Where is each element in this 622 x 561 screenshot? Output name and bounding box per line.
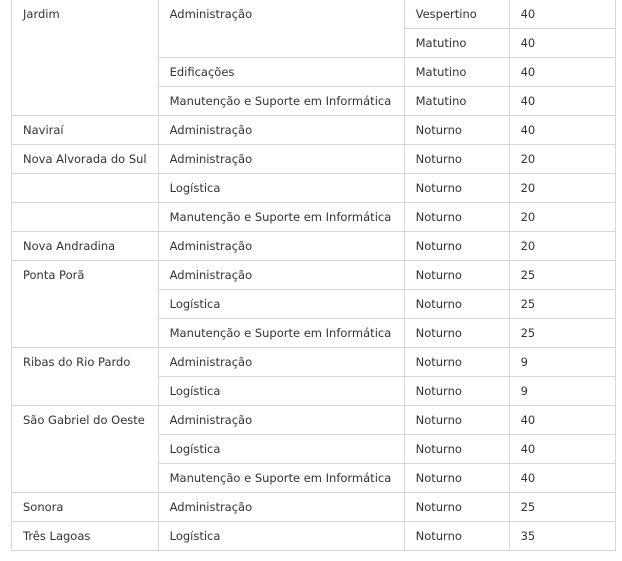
city-cell: Nova Alvorada do Sul <box>12 145 159 174</box>
seats-cell: 40 <box>509 464 615 493</box>
table-row <box>12 493 616 522</box>
table-row <box>12 406 616 435</box>
table-row <box>12 174 616 203</box>
seats-cell: 9 <box>509 348 615 377</box>
course-cell: Administração <box>158 261 404 290</box>
table-row <box>12 145 616 174</box>
seats-cell: 35 <box>509 522 615 551</box>
seats-cell: 40 <box>509 29 615 58</box>
seats-cell: 40 <box>509 116 615 145</box>
shift-cell: Noturno <box>404 348 509 377</box>
shift-cell: Noturno <box>404 261 509 290</box>
city-cell <box>12 203 159 232</box>
course-cell: Administração <box>158 493 404 522</box>
courses-table-body <box>12 0 616 551</box>
shift-cell: Matutino <box>404 58 509 87</box>
course-cell: Administração <box>158 232 404 261</box>
shift-cell: Noturno <box>404 203 509 232</box>
course-cell: Edificações <box>158 58 404 87</box>
city-cell: Sonora <box>12 493 159 522</box>
seats-cell: 25 <box>509 319 615 348</box>
shift-cell: Matutino <box>404 29 509 58</box>
table-row <box>12 0 616 29</box>
shift-cell: Noturno <box>404 145 509 174</box>
course-cell: Manutenção e Suporte em Informática <box>158 464 404 493</box>
table-row <box>12 116 616 145</box>
seats-cell: 40 <box>509 58 615 87</box>
shift-cell: Vespertino <box>404 0 509 29</box>
seats-cell: 25 <box>509 493 615 522</box>
course-cell: Logística <box>158 435 404 464</box>
courses-table <box>11 0 616 551</box>
city-cell: Ribas do Rio Pardo <box>12 348 159 406</box>
shift-cell: Matutino <box>404 87 509 116</box>
course-cell: Logística <box>158 290 404 319</box>
course-cell: Administração <box>158 348 404 377</box>
course-cell: Administração <box>158 116 404 145</box>
seats-cell: 9 <box>509 377 615 406</box>
course-cell: Manutenção e Suporte em Informática <box>158 203 404 232</box>
course-cell: Manutenção e Suporte em Informática <box>158 319 404 348</box>
shift-cell: Noturno <box>404 290 509 319</box>
shift-cell: Noturno <box>404 174 509 203</box>
seats-cell: 40 <box>509 87 615 116</box>
shift-cell: Noturno <box>404 116 509 145</box>
shift-cell: Noturno <box>404 377 509 406</box>
seats-cell: 25 <box>509 261 615 290</box>
seats-cell: 40 <box>509 406 615 435</box>
shift-cell: Noturno <box>404 406 509 435</box>
shift-cell: Noturno <box>404 522 509 551</box>
seats-cell: 25 <box>509 290 615 319</box>
seats-cell: 20 <box>509 145 615 174</box>
seats-cell: 20 <box>509 232 615 261</box>
shift-cell: Noturno <box>404 435 509 464</box>
city-cell: Naviraí <box>12 116 159 145</box>
course-cell: Logística <box>158 174 404 203</box>
city-cell: Nova Andradina <box>12 232 159 261</box>
city-cell: Ponta Porã <box>12 261 159 348</box>
table-row <box>12 348 616 377</box>
table-row <box>12 203 616 232</box>
seats-cell: 40 <box>509 0 615 29</box>
course-cell: Administração <box>158 145 404 174</box>
seats-cell: 20 <box>509 203 615 232</box>
city-cell: Jardim <box>12 0 159 116</box>
table-row <box>12 522 616 551</box>
shift-cell: Noturno <box>404 232 509 261</box>
shift-cell: Noturno <box>404 319 509 348</box>
course-cell: Administração <box>158 406 404 435</box>
city-cell: Três Lagoas <box>12 522 159 551</box>
city-cell <box>12 174 159 203</box>
course-cell: Logística <box>158 522 404 551</box>
course-cell: Administração <box>158 0 404 58</box>
table-row <box>12 232 616 261</box>
table-row <box>12 261 616 290</box>
seats-cell: 40 <box>509 435 615 464</box>
course-cell: Manutenção e Suporte em Informática <box>158 87 404 116</box>
seats-cell: 20 <box>509 174 615 203</box>
course-cell: Logística <box>158 377 404 406</box>
shift-cell: Noturno <box>404 464 509 493</box>
shift-cell: Noturno <box>404 493 509 522</box>
city-cell: São Gabriel do Oeste <box>12 406 159 493</box>
